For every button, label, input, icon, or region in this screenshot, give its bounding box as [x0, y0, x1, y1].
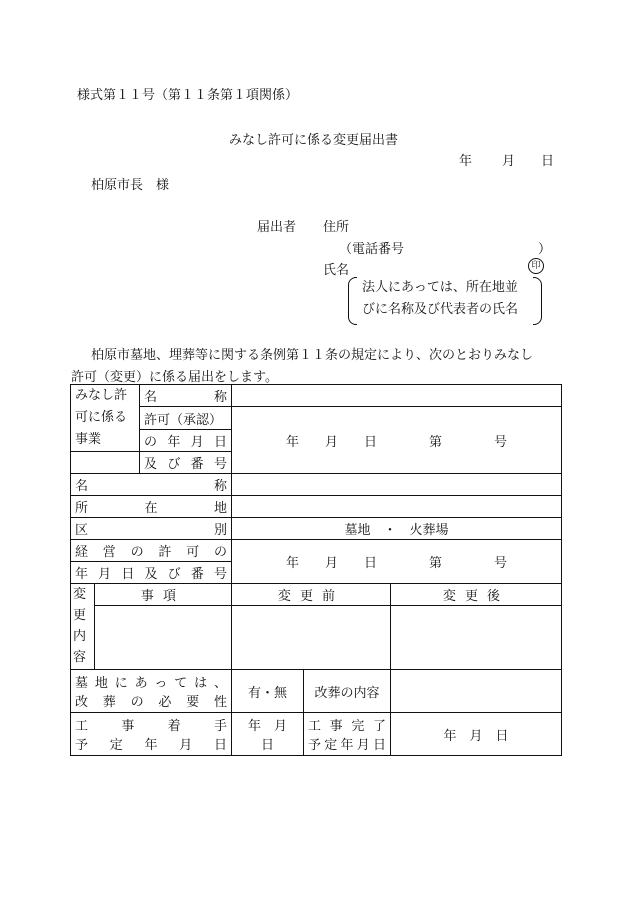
management-label-2: 年月日及び番号 [71, 562, 232, 584]
business-name-label: 名称 [140, 385, 232, 407]
date-day: 日 [541, 154, 555, 169]
category-row-label: 区別 [71, 518, 232, 540]
applicant-label: 届出者 [257, 220, 297, 235]
business-name-value[interactable] [232, 385, 562, 407]
phone-label: （電話番号 [339, 242, 405, 257]
item-header: 事項 [95, 584, 232, 606]
phone-close: ） [538, 242, 552, 257]
permit-label-2: の年月日 [140, 430, 232, 452]
after-header: 変更後 [391, 584, 562, 606]
before-header: 変更前 [232, 584, 391, 606]
change-content-label: 変更内容 [71, 584, 95, 670]
location-row-value[interactable] [232, 496, 562, 518]
construction-start-label: 工事着手 予定年月日 [71, 713, 232, 756]
reburial-content-value[interactable] [391, 670, 562, 713]
corporate-note-bracket [348, 277, 542, 325]
body-text-line-2: 許可（変更）に係る届出をします。 [71, 370, 278, 385]
item-value[interactable] [95, 606, 232, 670]
addressee: 柏原市長 様 [91, 178, 170, 193]
construction-end-value[interactable]: 年 月 日 [391, 713, 562, 756]
body-text-line-1: 柏原市墓地、埋葬等に関する条例第１１条の規定により、次のとおりみなし [91, 348, 534, 363]
form-number-label: 様式第１１号（第１１条第１項関係） [77, 88, 299, 103]
seal-mark: 印 [528, 258, 544, 274]
reburial-label: 墓地にあっては、 改葬の必要性 [71, 670, 232, 713]
construction-end-label: 工事完了 予定年月日 [304, 713, 391, 756]
notification-table [70, 384, 562, 756]
management-label-1: 経営の許可の [71, 540, 232, 562]
permit-label-1: 許可（承認） [140, 407, 232, 430]
name-row-value[interactable] [232, 474, 562, 496]
document-title: みなし許可に係る変更届出書 [229, 133, 399, 148]
after-value[interactable] [391, 606, 562, 670]
permit-label-3: 及び番号 [140, 452, 232, 474]
date-year: 年 [459, 154, 473, 169]
management-date-number-value[interactable]: 年 月 日 第 号 [232, 540, 562, 584]
address-label: 住所 [323, 220, 350, 235]
category-row-value[interactable]: 墓地 ・ 火葬場 [232, 518, 562, 540]
reburial-yes-no[interactable]: 有・無 [232, 670, 304, 713]
date-month: 月 [502, 154, 516, 169]
before-value[interactable] [232, 606, 391, 670]
corporate-note-line-1: 法人にあっては、所在地並 [362, 280, 518, 295]
location-row-label: 所在地 [71, 496, 232, 518]
minashi-business-label: みなし許可に係る事業 [71, 385, 140, 452]
name-label: 氏名 [323, 263, 350, 278]
name-row-label: 名称 [71, 474, 232, 496]
construction-start-value[interactable]: 年 月 日 [232, 713, 304, 756]
corporate-note-line-2: びに名称及び代表者の氏名 [362, 302, 519, 317]
reburial-content-label: 改葬の内容 [304, 670, 391, 713]
permit-date-number-value[interactable]: 年 月 日 第 号 [232, 407, 562, 474]
